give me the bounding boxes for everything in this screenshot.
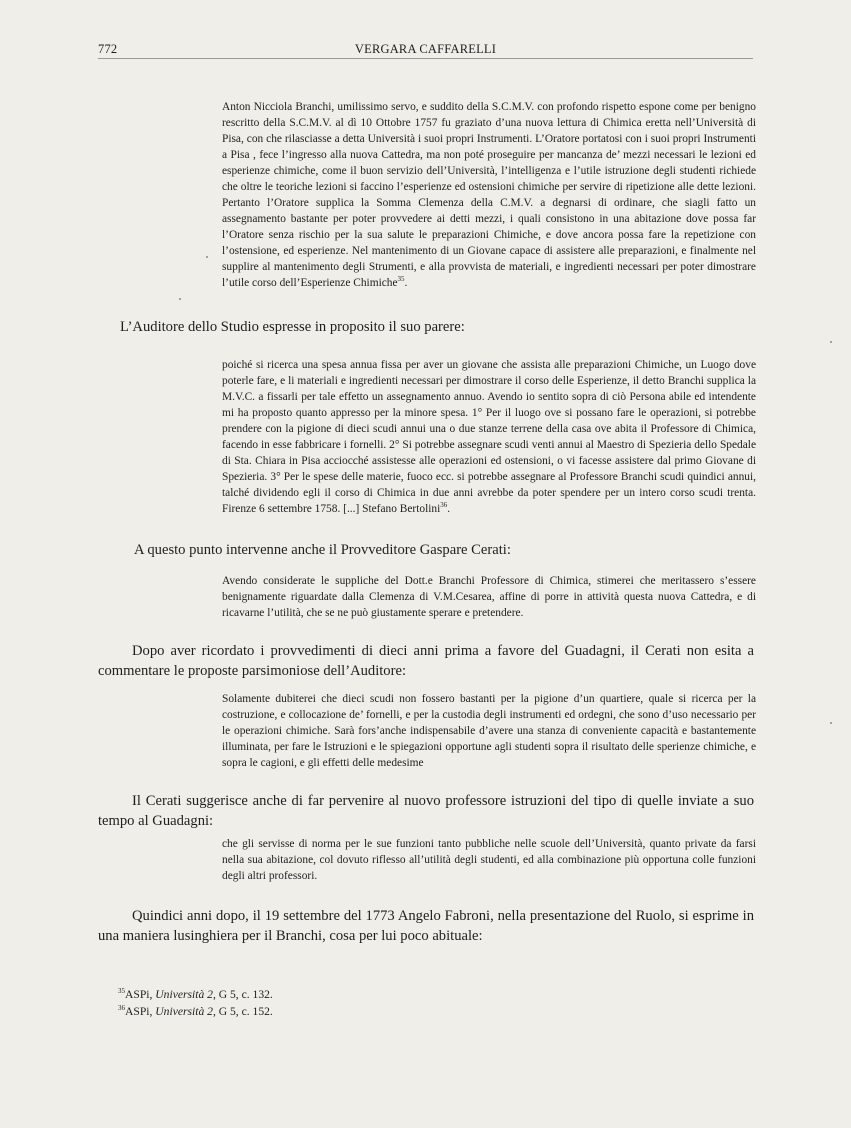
footnote-number: 36	[118, 1004, 125, 1012]
running-head: VERGARA CAFFARELLI	[354, 42, 497, 56]
page-header	[98, 42, 753, 59]
body-paragraph-fabroni: Quindici anni dopo, il 19 settembre del 1773 Angelo Fabroni, nella presentazione del Ruolo, si esprime in una maniera lusinghiera per il Branchi, cosa per lui poco abituale:	[98, 908, 754, 944]
paper-speck	[179, 298, 181, 300]
footnote-title: Università 2	[155, 988, 213, 1001]
footnotes	[118, 986, 273, 1020]
paper-speck	[206, 256, 208, 258]
footnote-source: ASPi,	[125, 1005, 156, 1018]
paper-speck	[830, 722, 832, 724]
footnote-title: Università 2	[155, 1005, 213, 1018]
paper-speck	[830, 341, 832, 343]
footnote-source: ASPi,	[125, 988, 156, 1001]
block-quote-norma: che gli servisse di norma per le sue funzioni tanto pubbliche nelle scuole dell’Università, quanto private da farsi nella sua abitazione, col dovuto riflesso all’utilità degli studenti, ed alla combinazione più opportuna colle funzioni degli altri professori.	[222, 838, 756, 882]
quote-text: poiché si ricerca una spesa annua fissa per aver un giovane che assista alle preparazioni Chimiche, un Luogo dove poterle fare, e li materiali e ingredienti necessari per dimostrare il corso delle Esperienze, il detto Branchi supplica la M.V.C. a fissarli per tale effetto un assegnamento annuo. Avendo io sentito sopra di ciò Persona abile ed intendente mi ha proposto quanto appresso per la minore spesa. 1° Per il luogo ove si possano fare le operazioni, si potrebbe prendere con la pigione di dieci scudi annui una o due stanze terrene della casa ove abita il Professore di Chimica, facendo in esse fabbricare i fornelli. 2° Si potrebbe assegnare scudi venti annui al Maestro di Spezieria dello Spedale di Sta. Chiara in Pisa acciocché assistesse alle operazioni ed ostensioni, o vi facesse assistere dal primo Giovane di Spezieria. 3° Per le spese delle materie, fuoco ecc. si potrebbe assegnare al Professore Branchi scudi quindici annui, talché dividendo egli il corso di Chimica in due anni avrebbe da poter spendere per un intero corso scudi trenta. Firenze 6 settembre 1758. [...] Stefano Bertolini	[222, 359, 756, 515]
quote-end: .	[404, 277, 408, 289]
page-number: 772	[98, 42, 118, 56]
body-paragraph-guadagni: Dopo aver ricordato i provvedimenti di dieci anni prima a favore del Guadagni, il Cerati non esita a commentare le proposte parsimoniose dell’Auditore:	[98, 643, 754, 679]
footnote-ref: 35	[397, 275, 405, 283]
block-quote-cerati: Avendo considerate le suppliche del Dott.e Branchi Professore di Chimica, stimerei che meritassero s’essere benignamente riguardate dalla Clemenza di V.M.Cesarea, affine di porre in attività questa nuova Cattedra, e di ricavarne l’utilità, che se ne può giustamente sperare e pretendere.	[222, 575, 756, 619]
footnote-number: 35	[118, 987, 125, 995]
body-paragraph-auditore: L’Auditore dello Studio espresse in proposito il suo parere:	[120, 319, 465, 335]
footnote-35	[118, 986, 273, 1003]
body-paragraph-provveditore: A questo punto intervenne anche il Provveditore Gaspare Cerati:	[134, 542, 511, 558]
body-paragraph-istruzioni: Il Cerati suggerisce anche di far pervenire al nuovo professore istruzioni del tipo di quelle inviate a suo tempo al Guadagni:	[98, 793, 754, 829]
quote-end: .	[447, 503, 451, 515]
quote-text: Anton Nicciola Branchi, umilissimo servo, e suddito della S.C.M.V. con profondo rispetto espone come per benigno rescritto della S.C.M.V. al dì 10 Ottobre 1757 fu graziato d’una nuova lettura di Chimica eretta nell’Università di Pisa, con che rilasciasse a detta Università i suoi propri Instrumenti. L’Oratore portatosi con i suoi propri Instrumenti a Pisa , fece l’ingresso alla nuova Cattedra, ma non poté proseguire per mancanza de’ mezzi necessari le lezioni ed esperienze chimiche, come il buon servizio dell’Università, l’intelligenza e l’utile istruzione degli studenti richiede che oltre le teoriche lezioni si faccino l’esperienze ed ostensioni chimiche per servire di ripetizione alle dette lezioni. Pertanto l’Oratore supplica la Somma Clemenza della C.M.V. a degnarsi di ordinare, che siagli fatto un assegnamento bastante per poter provvedere ai detti mezzi, i quali consistono in una abitazione dove possa far l’Oratore senza rischio per la sua salute le preparazioni Chimiche, e dove ancora possa fare la repetizione con l’ostensione, ed esperienze. Nel mantenimento di un Giovane capace di assistere alle preparazioni, e finalmente nel supplire al mantenimento degli Strumenti, e alla provvista de materiali, e ingredienti necessari per poter dimostrare l’utile corso dell’Esperienze Chimiche	[222, 101, 756, 289]
block-quote-auditore-opinion	[222, 357, 756, 517]
footnote-reference: , G 5, c. 152.	[212, 1005, 273, 1018]
block-quote-branchi-petition	[222, 99, 756, 291]
footnote-36	[118, 1003, 273, 1020]
footnote-ref: 36	[440, 501, 448, 509]
footnote-reference: , G 5, c. 132.	[212, 988, 273, 1001]
block-quote-cerati-doubt: Solamente dubiterei che dieci scudi non fossero bastanti per la pigione d’un quartiere, quale si ricerca per la costruzione, e collocazione de’ fornelli, e per la custodia degli instrumenti ed ordegni, che sono d’uso necessario per le operazioni chimiche. Sarà fors’anche indispensabile d’avere una stanza di conveniente capacità e bastantemente illuminata, per fare le Istruzioni e le spiegazioni opportune agli studenti sopra il risultato delle sperienze chimiche, e sopra le cagioni, e gli effetti delle medesime	[222, 693, 756, 769]
